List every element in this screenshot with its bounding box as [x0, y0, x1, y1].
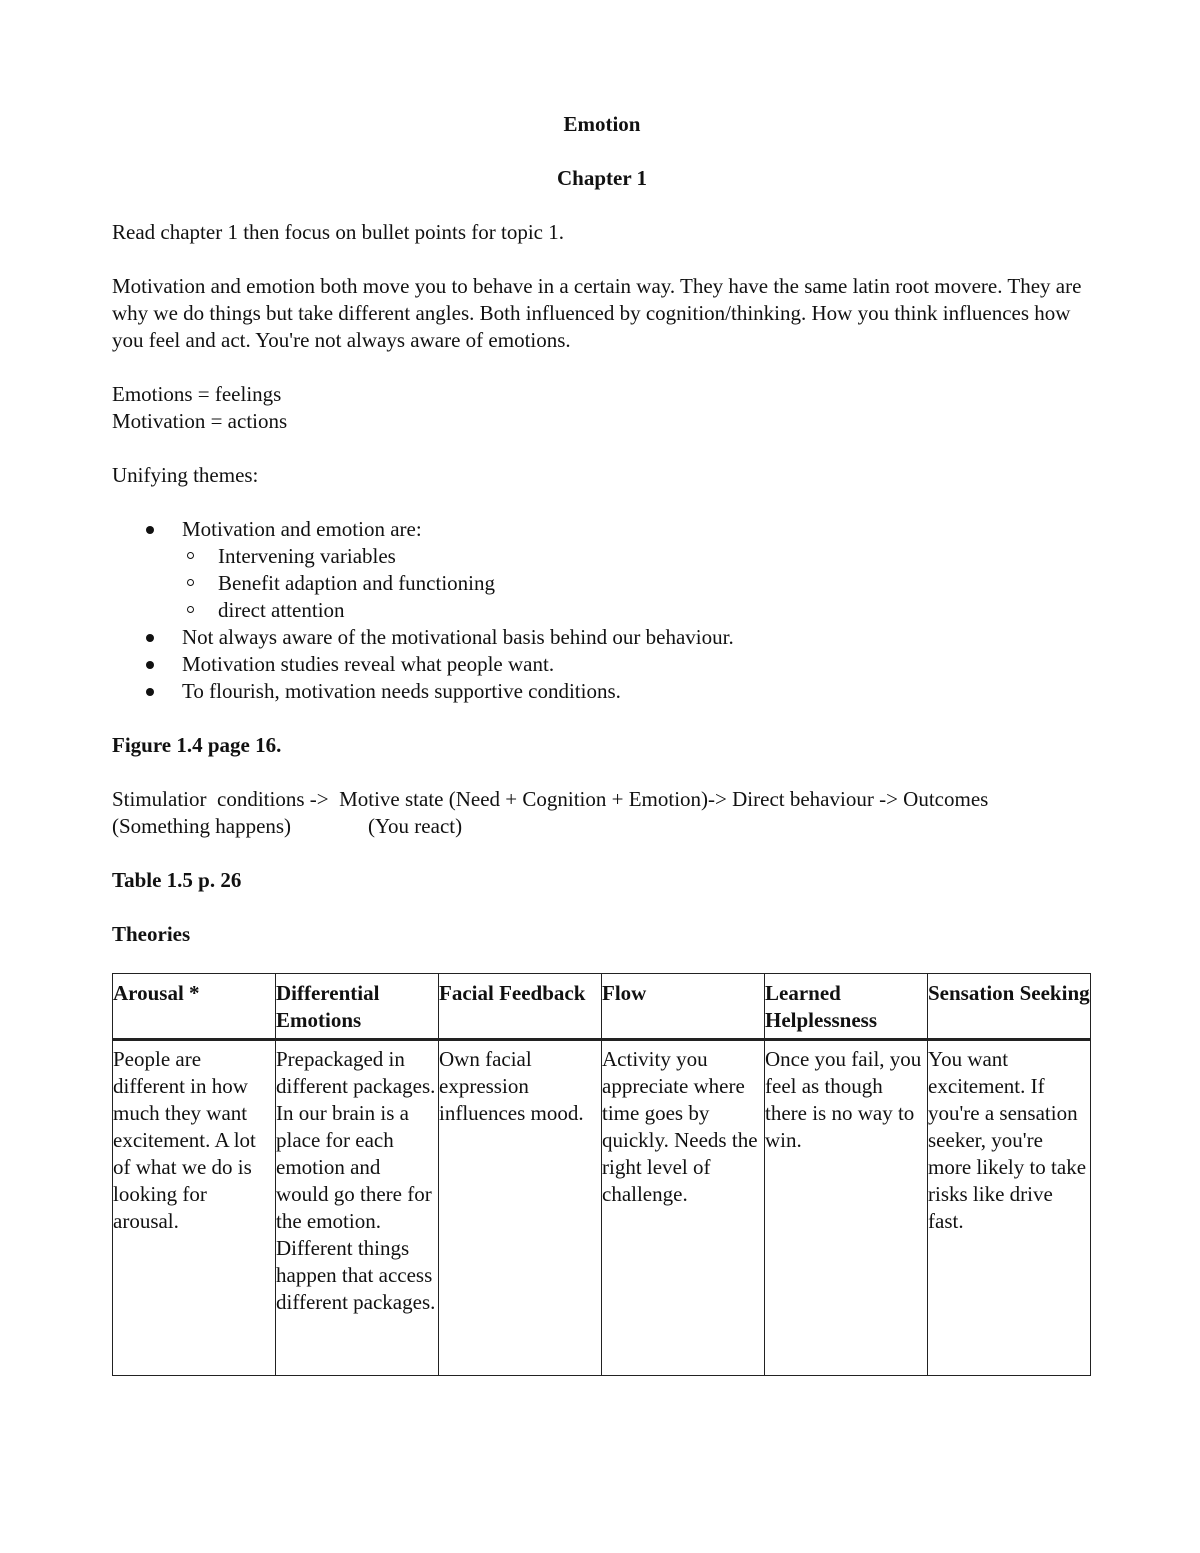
themes-list — [112, 516, 1092, 705]
sub-list-item: direct attention — [112, 597, 1092, 624]
document-title: Emotion — [563, 112, 641, 136]
unifying-themes-label: Unifying themes: — [112, 463, 259, 487]
theories-heading: Theories — [112, 922, 191, 946]
list-item: Not always aware of the motivational basis behind our behaviour. — [112, 624, 1092, 651]
flow-note-you-react: (You react) — [368, 814, 463, 838]
table-cell: People are different in how much they want excitement. A lot of what we do is looking for arousal. — [113, 1040, 276, 1376]
motivation-paragraph: Motivation and emotion both move you to behave in a certain way. They have the same latin root movere. They are why we do things but take different angles. Both influenced by cognition/thinking. How you think influences how you feel and act. You're not always aware of emotions. — [112, 274, 1082, 352]
table-cell: Activity you appreciate where time goes by quickly. Needs the right level of challenge. — [602, 1040, 765, 1376]
table-cell: You want excitement. If you're a sensation seeker, you're more likely to take risks like drive fast. — [928, 1040, 1091, 1376]
flow-note-something-happens: (Something happens) — [112, 814, 292, 838]
table-row — [113, 1040, 1091, 1376]
flow-description — [112, 786, 1002, 840]
list-item: Motivation studies reveal what people want. — [112, 651, 1092, 678]
definitions — [112, 381, 1092, 435]
header-cell: Differential Emotions — [276, 974, 439, 1040]
table-cell: Once you fail, you feel as though there is no way to win. — [765, 1040, 928, 1376]
list-item: Motivation and emotion are: — [112, 516, 1092, 543]
sub-list-item: Benefit adaption and functioning — [112, 570, 1092, 597]
chapter-heading: Chapter 1 — [556, 166, 648, 190]
table-heading: Table 1.5 p. 26 — [112, 868, 242, 892]
list-item: To flourish, motivation needs supportive conditions. — [112, 678, 1092, 705]
intro-text: Read chapter 1 then focus on bullet points for topic 1. — [112, 220, 564, 244]
table-cell: Prepackaged in different packages. In our brain is a place for each emotion and would go there for the emotion. Different things happen that access different packages. — [276, 1040, 439, 1376]
sub-list-item: Intervening variables — [112, 543, 1092, 570]
flow-line: Stimulatior conditions -> Motive state (Need + Cognition + Emotion)-> Direct behaviour -> Outcomes — [112, 787, 989, 811]
table-cell: Own facial expression influences mood. — [439, 1040, 602, 1376]
header-cell: Sensation Seeking — [928, 974, 1091, 1040]
figure-heading: Figure 1.4 page 16. — [112, 733, 282, 757]
header-cell: Flow — [602, 974, 765, 1040]
theories-table — [112, 973, 1091, 1376]
definition-motivation: Motivation = actions — [112, 409, 288, 433]
header-cell: Facial Feedback — [439, 974, 602, 1040]
table-header-row — [113, 974, 1091, 1040]
document-page — [112, 111, 1092, 1376]
header-cell: Arousal * — [113, 974, 276, 1040]
definition-emotions: Emotions = feelings — [112, 382, 282, 406]
header-cell: Learned Helplessness — [765, 974, 928, 1040]
